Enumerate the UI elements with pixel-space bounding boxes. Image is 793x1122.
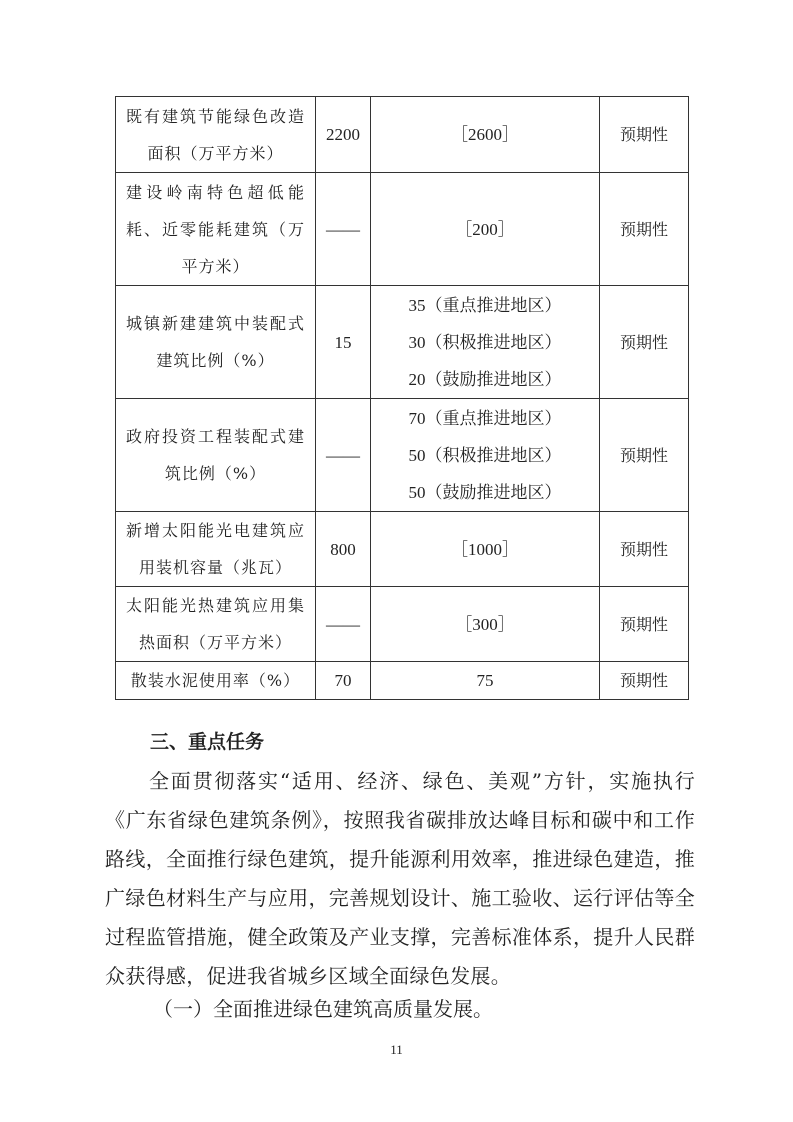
target-values [371, 286, 600, 399]
target-value: ［300］ [371, 587, 600, 662]
baseline-value: —— [316, 587, 371, 662]
target-value: 30（积极推进地区） [408, 332, 562, 352]
table-row [116, 512, 689, 587]
target-value: 35（重点推进地区） [408, 295, 562, 315]
section-heading: 三、重点任务 [150, 731, 265, 753]
table-row [116, 173, 689, 286]
table-row [116, 286, 689, 399]
target-value: 50（鼓励推进地区） [408, 482, 562, 502]
target-value: ［1000］ [371, 512, 600, 587]
indicator-name: 散装水泥使用率（%） [116, 662, 316, 700]
targets-table [115, 96, 689, 700]
indicator-nature: 预期性 [600, 97, 689, 173]
table-row [116, 587, 689, 662]
target-value: 20（鼓励推进地区） [408, 369, 562, 389]
indicator-nature: 预期性 [600, 173, 689, 286]
target-value: 70（重点推进地区） [408, 408, 562, 428]
indicator-name: 太阳能光热建筑应用集热面积（万平方米） [116, 587, 316, 662]
indicator-name: 建设岭南特色超低能耗、近零能耗建筑（万平方米） [116, 173, 316, 286]
indicator-nature: 预期性 [600, 512, 689, 587]
baseline-value: 70 [316, 662, 371, 700]
target-value: 75 [371, 662, 600, 700]
indicator-name: 政府投资工程装配式建筑比例（%） [116, 399, 316, 512]
table-row [116, 97, 689, 173]
indicator-nature: 预期性 [600, 662, 689, 700]
target-value: ［2600］ [371, 97, 600, 173]
baseline-value: 2200 [316, 97, 371, 173]
baseline-value: 800 [316, 512, 371, 587]
target-values [371, 399, 600, 512]
table-row [116, 662, 689, 700]
section-paragraph: 全面贯彻落实“适用、经济、绿色、美观”方针，实施执行《广东省绿色建筑条例》，按照我省碳排放达峰目标和碳中和工作路线，全面推行绿色建筑，提升能源利用效率，推进绿色建造，推广绿色材料生产与应用，完善规划设计、施工验收、运行评估等全过程监管措施，健全政策及产业支撑，完善标准体系，提升人民群众获得感，促进我省城乡区域全面绿色发展。 [105, 769, 695, 988]
indicator-nature: 预期性 [600, 286, 689, 399]
indicator-name: 既有建筑节能绿色改造面积（万平方米） [116, 97, 316, 173]
indicator-nature: 预期性 [600, 587, 689, 662]
page-number: 11 [390, 1042, 403, 1057]
target-value: 50（积极推进地区） [408, 445, 562, 465]
baseline-value: —— [316, 399, 371, 512]
baseline-value: —— [316, 173, 371, 286]
indicator-name: 城镇新建建筑中装配式建筑比例（%） [116, 286, 316, 399]
subsection-heading: （一）全面推进绿色建筑高质量发展。 [153, 997, 493, 1021]
baseline-value: 15 [316, 286, 371, 399]
indicator-name: 新增太阳能光电建筑应用装机容量（兆瓦） [116, 512, 316, 587]
indicator-nature: 预期性 [600, 399, 689, 512]
table-row [116, 399, 689, 512]
target-value: ［200］ [371, 173, 600, 286]
